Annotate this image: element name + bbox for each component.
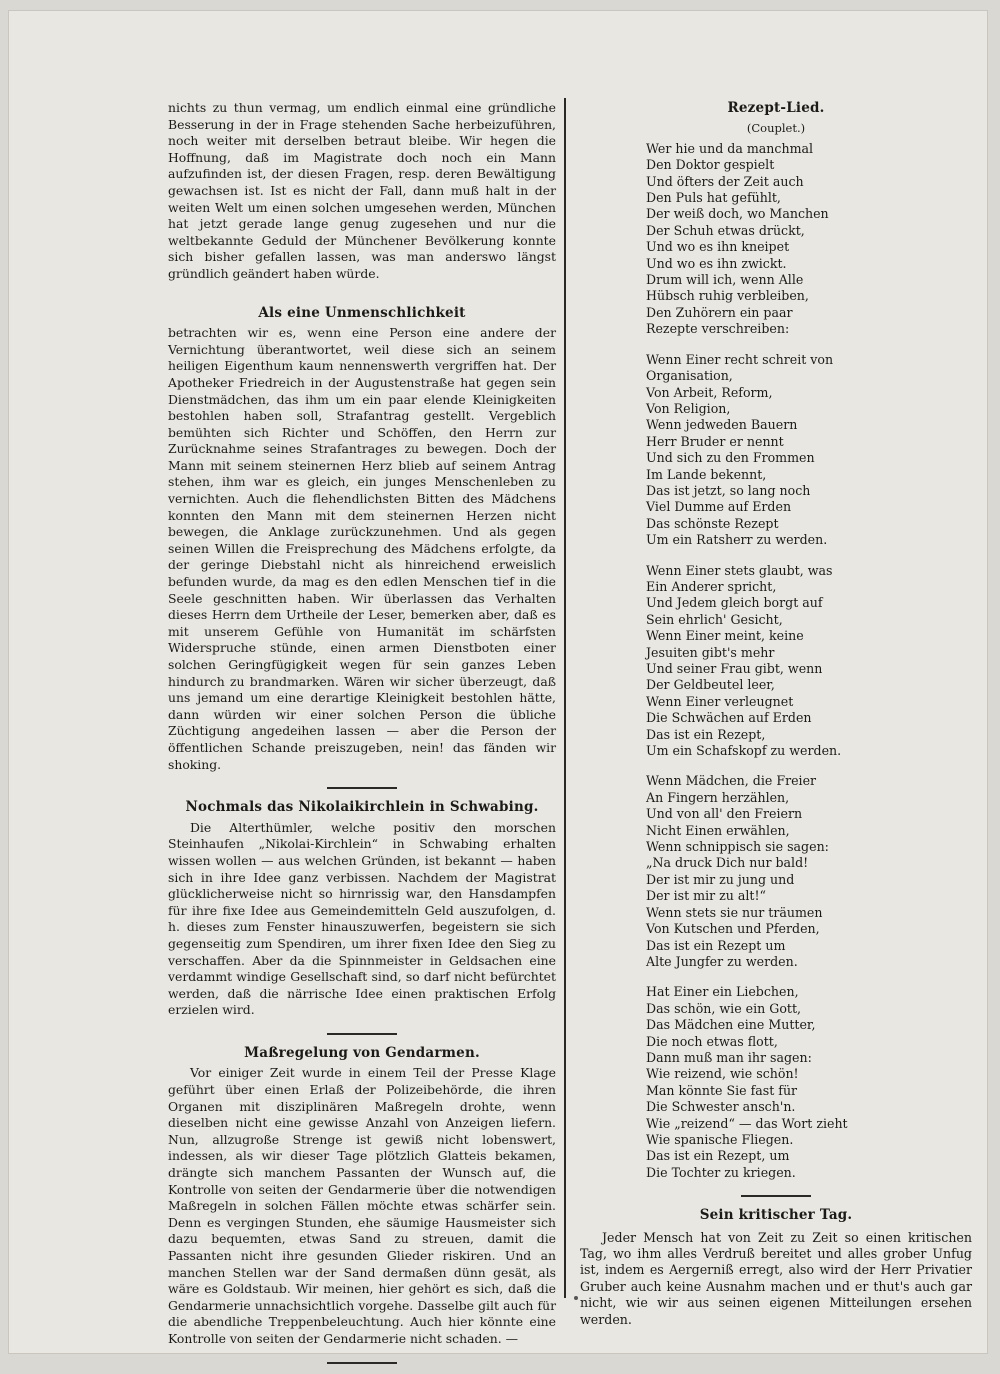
- poem-line: Man könnte Sie fast für: [646, 1082, 798, 1098]
- article-kritischer-tag: [580, 1207, 972, 1328]
- poem-line: Und sich zu den Frommen: [646, 450, 815, 466]
- poem-line: Das schönste Rezept: [646, 515, 779, 531]
- poem-line: Von Arbeit, Reform,: [646, 384, 773, 400]
- article-unmenschlichkeit: [168, 305, 556, 774]
- poem-line: Wenn jedweden Bauern: [646, 417, 798, 433]
- article-gendarmen: [168, 1045, 556, 1348]
- poem-line: Wer hie und da manchmal: [646, 140, 814, 156]
- poem-line: An Fingern herzählen,: [646, 789, 790, 805]
- poem-line: Um ein Schafskopf zu werden.: [646, 743, 842, 759]
- poem-line: Wenn Einer verleugnet: [646, 693, 794, 709]
- separator-rule: [327, 1033, 397, 1035]
- poem-line: Und öfters der Zeit auch: [646, 173, 804, 189]
- poem-line: Von Religion,: [646, 400, 731, 416]
- poem-line: „Na druck Dich nur bald!: [646, 855, 809, 871]
- poem-line: Rezepte verschreiben:: [646, 321, 790, 337]
- poem-line: Und wo es ihn kneipet: [646, 239, 790, 255]
- poem-line: Den Zuhörern ein paar: [646, 304, 793, 320]
- poem-line: Wenn Einer stets glaubt, was: [646, 562, 833, 578]
- poem-line: Wenn schnippisch sie sagen:: [646, 839, 829, 855]
- article-body: Vor einiger Zeit wurde in einem Teil der Presse Klage geführt über einen Erlaß der Polizeibehörde, die ihren Organen mit disziplinären Maßregeln drohte, wenn dieselben nicht eine gewisse Anzahl von Anzeigen liefern. Nun, allzugroße Strenge ist gewiß nicht lobenswert, indessen, als wir dieser Tage plötzlich Glatteis bekamen, drängte sich manchem Passanten der Wunsch auf, die Kontrolle von seiten der Gendarmerie über die notwendigen Maßregeln in solchen Fällen möchte etwas schärfer sein. Denn es vergingen Stunden, ehe säumige Hausmeister sich dazu bequemten, etwas Sand zu streuen, damit die Passanten nicht ihre gesunden Glieder riskiren. Und an manchen Stellen war der Sand dermaßen dünn gesät, als wäre es Goldstaub. Wir meinen, hier gehört es sich, daß die Gendarmerie unnachsichtlich vorgehe. Dasselbe gilt auch für die abendliche Treppenbeleuchtung. Auch hier könnte eine Kontrolle von seiten der Gendarmerie nicht schaden. —: [168, 1065, 556, 1346]
- poem-line: Die Schwächen auf Erden: [646, 710, 812, 726]
- poem-line: Hübsch ruhig verbleiben,: [646, 288, 809, 304]
- poem-line: Wenn stets sie nur träumen: [646, 904, 823, 920]
- poem-line: Der weiß doch, wo Manchen: [646, 206, 829, 222]
- poem-line: Und Jedem gleich borgt auf: [646, 595, 823, 611]
- poem-line: Hat Einer ein Liebchen,: [646, 984, 799, 1000]
- poem-line: Wenn Einer meint, keine: [646, 628, 804, 644]
- poem-line: Der Schuh etwas drückt,: [646, 222, 805, 238]
- poem-line: Der Geldbeutel leer,: [646, 677, 775, 693]
- article-title: Nochmals das Nikolaikirchlein in Schwabing.: [185, 799, 539, 816]
- poem-line: Im Lande bekennt,: [646, 466, 767, 482]
- poem-line: Das ist ein Rezept,: [646, 726, 766, 742]
- poem-line: Von Kutschen und Pferden,: [646, 921, 820, 937]
- poem: [646, 141, 972, 1181]
- ink-spot: [574, 1296, 578, 1300]
- poem-line: Und von all' den Freiern: [646, 806, 803, 822]
- poem-line: Den Doktor gespielt: [646, 157, 775, 173]
- poem-line: Die Schwester ansch'n.: [646, 1099, 796, 1115]
- left-column: [168, 100, 556, 1374]
- article-title: Als eine Unmenschlichkeit: [258, 304, 466, 321]
- poem-line: Um ein Ratsherr zu werden.: [646, 532, 828, 548]
- poem-line: Drum will ich, wenn Alle: [646, 272, 804, 288]
- article-nikolaikirchlein: [168, 799, 556, 1019]
- poem-line: Der ist mir zu alt!“: [646, 888, 766, 904]
- article-body: betrachten wir es, wenn eine Person eine andere der Vernichtung überantwortet, weil diese sich an seinem heiligen Eigenthum kaum nennenswerth vergriffen hat. Der Apotheker Friedreich in der Augustenstraße hat gegen sein Dienstmädchen, das ihm um ein paar elende Kleinigkeiten bestohlen haben soll, Strafantrag gestellt. Vergeblich bemühten sich Richter und Schöffen, den Herrn zur Zurücknahme seines Strafantrages zu bewegen. Doch der Mann mit seinem steinernen Herz blieb auf seinem Antrag stehen, ihm war es gleich, ein junges Menschenleben zu vernichten. Auch die flehendlichsten Bitten des Mädchens konnten den Mann mit dem steinernen Herzen nicht bewegen, die Anklage zurückzunehmen. Und als gegen seinen Willen die Freisprechung des Mädchens erfolgte, da der geringe Diebstahl nicht als hinreichend erweislich befunden wurde, da mag es den edlen Menschen tief in die Seele geschnitten haben. Wir überlassen das Verhalten dieses Herrn dem Urtheile der Leser, bemerken aber, daß es mit unserem Gefühle von Humanität im schärfsten Widerspruche stünde, einen armen Dienstboten einer solchen Geringfügigkeit wegen für sein ganzes Leben hindurch zu brandmarken. Wären wir sicher überzeugt, daß uns jemand um eine derartige Kleinigkeit bestohlen hätte, dann würden wir einer solchen Person die übliche Züchtigung angedeihen lassen — aber die Person der öffentlichen Schande preiszugeben, nein! das fänden wir shoking.: [168, 325, 556, 772]
- poem-line: Das ist ein Rezept, um: [646, 1148, 790, 1164]
- newspaper-page: [8, 10, 988, 1354]
- poem-line: Organisation,: [646, 368, 733, 384]
- poem-line: Sein ehrlich' Gesicht,: [646, 611, 783, 627]
- poem-line: Die Tochter zu kriegen.: [646, 1164, 796, 1180]
- article-body: Die Alterthümler, welche positiv den morschen Steinhaufen „Nikolai-Kirchlein“ in Schwabing erhalten wissen wollen — aus welchen Gründen, ist bekannt — haben sich in ihre Idee ganz verbissen. Nachdem der Magistrat glücklicherweise nicht so hirnrissig war, den Hansdampfen für ihre fixe Idee aus Gemeindemitteln Geld auszufolgen, d. h. dieses zum Fenster hinauszuwerfen, begeistern sie sich gegenseitig zum Spendiren, um ihrer fixen Idee den Sieg zu verschaffen. Aber da die Spinnmeister in Geldsachen eine verdammt windige Gesellschaft sind, so darf nicht befürchtet werden, daß die närrische Idee einen praktischen Erfolg erzielen wird.: [168, 819, 556, 1018]
- poem-line: Und wo es ihn zwickt.: [646, 255, 787, 271]
- separator-rule: [327, 1362, 397, 1364]
- poem-stanza: [646, 352, 972, 549]
- intro-paragraph: nichts zu thun vermag, um endlich einmal eine gründliche Besserung in der in Frage stehenden Sache herbeizuführen, noch weiter mit derselben betraut bleibe. Wir hegen die Hoffnung, daß im Magistrate doch noch ein Mann aufzufinden ist, der diesen Fragen, resp. deren Bewältigung gewachsen ist. Ist es nicht der Fall, dann muß halt in der weiten Welt um einen solchen umgesehen werden, München hat jetzt gerade lange genug zugesehen und nur die weltbekannte Geduld der Münchener Bevölkerung konnte sich bisher gefallen lassen, was man anderswo längst gründlich geändert haben würde.: [168, 100, 556, 281]
- poem-line: Der ist mir zu jung und: [646, 871, 795, 887]
- poem-stanza: [646, 141, 972, 338]
- poem-line: Viel Dumme auf Erden: [646, 499, 792, 515]
- article-title: Sein kritischer Tag.: [699, 1207, 853, 1224]
- poem-line: Ein Anderer spricht,: [646, 578, 777, 594]
- poem-line: Die noch etwas flott,: [646, 1033, 778, 1049]
- poem-line: Wenn Einer recht schreit von: [646, 351, 834, 367]
- poem-line: Den Puls hat gefühlt,: [646, 190, 781, 206]
- poem-line: Nicht Einen erwählen,: [646, 822, 790, 838]
- poem-line: Das ist ein Rezept um: [646, 937, 786, 953]
- column-divider: [564, 98, 566, 1298]
- poem-line: Wie reizend, wie schön!: [646, 1066, 799, 1082]
- poem-line: Das schön, wie ein Gott,: [646, 1000, 802, 1016]
- poem-line: Wenn Mädchen, die Freier: [646, 773, 817, 789]
- poem-line: Das ist jetzt, so lang noch: [646, 482, 811, 498]
- poem-line: Und seiner Frau gibt, wenn: [646, 661, 823, 676]
- poem-line: Wie spanische Fliegen.: [646, 1131, 794, 1147]
- right-column: [580, 100, 972, 1328]
- poem-stanza: [646, 773, 972, 970]
- poem-line: Alte Jungfer zu werden.: [646, 953, 798, 969]
- poem-stanza: [646, 984, 972, 1181]
- poem-subtitle: (Couplet.): [746, 121, 806, 136]
- article-title: Maßregelung von Gendarmen.: [244, 1044, 480, 1061]
- poem-line: Wie „reizend“ — das Wort zieht: [646, 1115, 848, 1131]
- poem-stanza: [646, 563, 972, 760]
- poem-title: Rezept-Lied.: [727, 100, 825, 116]
- separator-rule: [741, 1195, 811, 1197]
- poem-line: Das Mädchen eine Mutter,: [646, 1017, 816, 1033]
- article-body: Jeder Mensch hat von Zeit zu Zeit so einen kritischen Tag, wo ihm alles Verdruß bereitet und alles grober Unfug ist, indem es Aergerniß erregt, also wird der Herr Privatier Gruber auch keine Ausnahm machen und er thut's auch gar nicht, wie wir aus seinen eigenen Mitteilungen ersehen werden.: [580, 1229, 972, 1327]
- separator-rule: [327, 787, 397, 789]
- poem-line: Jesuiten gibt's mehr: [646, 644, 775, 660]
- poem-line: Dann muß man ihr sagen:: [646, 1049, 812, 1065]
- poem-line: Herr Bruder er nennt: [646, 433, 784, 449]
